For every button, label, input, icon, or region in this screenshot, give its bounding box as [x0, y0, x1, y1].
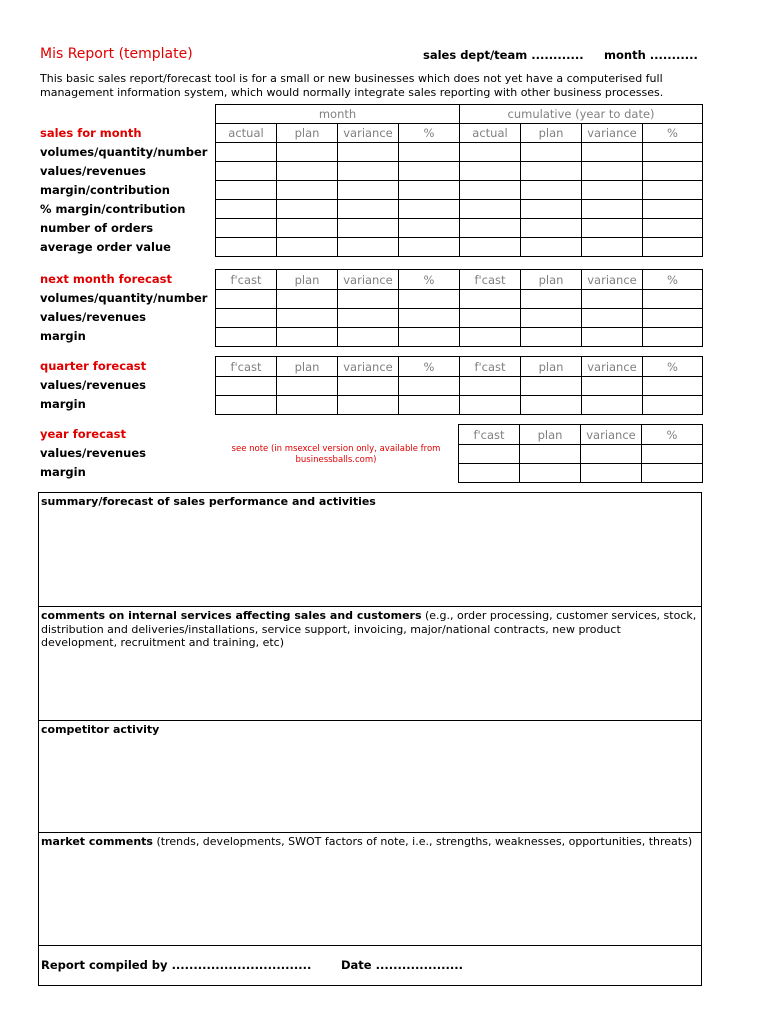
entry-cell[interactable] [277, 162, 338, 181]
entry-cell[interactable] [216, 200, 277, 219]
internal-text: (e.g., order processing, customer services, stock, distribution and deliveries/installations, service support, invoicing, major/national contracts, new product development, recruitment and training, etc) [41, 609, 697, 649]
col-header: % [643, 124, 703, 143]
entry-cell[interactable] [643, 377, 703, 396]
entry-cell[interactable] [216, 143, 277, 162]
entry-cell[interactable] [582, 200, 643, 219]
table-row [216, 328, 703, 347]
entry-cell[interactable] [338, 290, 399, 309]
col-header: % [643, 270, 703, 290]
col-header: variance [582, 357, 643, 377]
entry-cell[interactable] [643, 219, 703, 238]
section-title: next month forecast [40, 272, 172, 286]
col-header: plan [277, 270, 338, 290]
col-header: variance [338, 270, 399, 290]
entry-cell[interactable] [521, 328, 582, 347]
col-header: f'cast [216, 357, 277, 377]
entry-cell[interactable] [277, 143, 338, 162]
entry-rows [216, 143, 703, 257]
entry-cell[interactable] [216, 328, 277, 347]
month-field[interactable] [604, 48, 698, 62]
entry-cell[interactable] [643, 328, 703, 347]
row-label: margin [40, 329, 86, 343]
entry-cell[interactable] [521, 396, 582, 415]
entry-cell[interactable] [643, 290, 703, 309]
entry-cell[interactable] [399, 328, 460, 347]
year-labels [40, 425, 146, 482]
entry-cell[interactable] [642, 464, 703, 483]
col-header: plan [520, 425, 581, 445]
entry-cell[interactable] [643, 396, 703, 415]
table-row [216, 377, 703, 396]
entry-cell[interactable] [216, 309, 277, 328]
entry-cell[interactable] [338, 309, 399, 328]
col-header: variance [582, 270, 643, 290]
entry-cell[interactable] [338, 200, 399, 219]
table-row [216, 143, 703, 162]
col-header: % [642, 425, 703, 445]
entry-cell[interactable] [277, 328, 338, 347]
market-section[interactable] [39, 832, 701, 945]
compiled-dots: ................................ [171, 958, 312, 972]
entry-cell[interactable] [399, 377, 460, 396]
col-header: actual [216, 124, 277, 143]
entry-cell[interactable] [643, 181, 703, 200]
entry-cell[interactable] [582, 162, 643, 181]
table-row [459, 445, 703, 464]
entry-rows [459, 445, 703, 483]
date-label: Date [341, 958, 372, 972]
competitor-section[interactable] [39, 720, 701, 832]
entry-cell[interactable] [521, 200, 582, 219]
entry-cell[interactable] [460, 396, 521, 415]
col-header: f'cast [459, 425, 520, 445]
entry-cell[interactable] [277, 290, 338, 309]
entry-cell[interactable] [460, 238, 521, 257]
entry-cell[interactable] [216, 181, 277, 200]
footer-row [39, 945, 701, 986]
table-row [216, 290, 703, 309]
entry-cell[interactable] [582, 238, 643, 257]
entry-cell[interactable] [277, 238, 338, 257]
quarter-labels [40, 357, 146, 414]
entry-rows [216, 290, 703, 347]
entry-cell[interactable] [216, 219, 277, 238]
col-header: plan [277, 124, 338, 143]
table-row [216, 200, 703, 219]
entry-cell[interactable] [643, 309, 703, 328]
dept-dots: ............ [531, 48, 584, 62]
row-label: values/revenues [40, 446, 147, 460]
summary-section[interactable] [39, 493, 701, 607]
section-title: quarter forecast [40, 359, 147, 373]
col-header: plan [521, 270, 582, 290]
col-header: plan [277, 357, 338, 377]
col-header: % [399, 270, 460, 290]
competitor-title: competitor activity [41, 723, 160, 736]
entry-cell[interactable] [460, 328, 521, 347]
col-header: plan [521, 124, 582, 143]
entry-cell[interactable] [521, 143, 582, 162]
quarter-table [215, 356, 703, 415]
entry-cell[interactable] [643, 200, 703, 219]
row-label: volumes/quantity/number [40, 145, 208, 159]
month-label: month [604, 48, 646, 62]
dept-field[interactable] [423, 48, 584, 62]
entry-cell[interactable] [459, 464, 520, 483]
entry-cell[interactable] [521, 162, 582, 181]
entry-cell[interactable] [399, 309, 460, 328]
row-label: average order value [40, 240, 171, 254]
entry-cell[interactable] [521, 181, 582, 200]
comments-box [38, 492, 702, 986]
compiled-by-field[interactable] [41, 958, 311, 972]
entry-cell[interactable] [582, 219, 643, 238]
entry-cell[interactable] [216, 377, 277, 396]
col-header: % [399, 124, 460, 143]
table-row [216, 396, 703, 415]
col-header: % [643, 357, 703, 377]
market-title: market comments [41, 835, 153, 848]
section-title: sales for month [40, 126, 142, 140]
entry-cell[interactable] [643, 238, 703, 257]
entry-cell[interactable] [338, 181, 399, 200]
next-month-labels [40, 270, 207, 346]
col-header: % [399, 357, 460, 377]
entry-cell[interactable] [521, 238, 582, 257]
entry-cell[interactable] [520, 464, 581, 483]
entry-cell[interactable] [582, 377, 643, 396]
section-title: year forecast [40, 427, 127, 441]
entry-cell[interactable] [582, 143, 643, 162]
entry-cell[interactable] [460, 143, 521, 162]
next-month-table [215, 269, 703, 347]
table-row [216, 181, 703, 200]
dept-label: sales dept/team [423, 48, 528, 62]
table-row [216, 309, 703, 328]
entry-cell[interactable] [521, 219, 582, 238]
group-header-cumulative: cumulative (year to date) [460, 105, 703, 124]
entry-cell[interactable] [338, 162, 399, 181]
internal-title: comments on internal services affecting sales and customers [41, 609, 422, 622]
entry-cell[interactable] [338, 377, 399, 396]
month-dots: ........... [649, 48, 698, 62]
entry-cell[interactable] [277, 219, 338, 238]
entry-cell[interactable] [582, 328, 643, 347]
entry-cell[interactable] [460, 309, 521, 328]
entry-cell[interactable] [399, 181, 460, 200]
entry-cell[interactable] [581, 464, 642, 483]
entry-cell[interactable] [399, 290, 460, 309]
internal-services-section[interactable] [39, 606, 701, 720]
row-label: values/revenues [40, 164, 147, 178]
row-label: number of orders [40, 221, 154, 235]
entry-cell[interactable] [216, 396, 277, 415]
entry-cell[interactable] [277, 181, 338, 200]
table-row [216, 219, 703, 238]
row-label: values/revenues [40, 378, 147, 392]
entry-cell[interactable] [460, 377, 521, 396]
entry-cell[interactable] [338, 219, 399, 238]
table-row [459, 464, 703, 483]
entry-cell[interactable] [643, 162, 703, 181]
table-row [216, 162, 703, 181]
page-title: Mis Report (template) [40, 46, 193, 62]
entry-cell[interactable] [460, 290, 521, 309]
entry-cell[interactable] [216, 162, 277, 181]
entry-cell[interactable] [521, 290, 582, 309]
entry-cell[interactable] [216, 238, 277, 257]
entry-cell[interactable] [460, 181, 521, 200]
entry-cell[interactable] [338, 143, 399, 162]
entry-rows [216, 377, 703, 415]
col-header: variance [338, 357, 399, 377]
entry-cell[interactable] [642, 445, 703, 464]
entry-cell[interactable] [581, 445, 642, 464]
intro-text: This basic sales report/forecast tool is for a small or new businesses which does not yet have a computerised full management information system, which would normally integrate sales reporting with other business processes. [40, 72, 664, 99]
entry-cell[interactable] [399, 162, 460, 181]
compiled-label: Report compiled by [41, 958, 168, 972]
entry-cell[interactable] [582, 290, 643, 309]
col-header: variance [338, 124, 399, 143]
row-label: values/revenues [40, 310, 147, 324]
sales-for-month-labels [40, 124, 207, 257]
sales-for-month-table [215, 104, 703, 257]
entry-cell[interactable] [338, 238, 399, 257]
col-header: f'cast [460, 270, 521, 290]
entry-cell[interactable] [338, 328, 399, 347]
entry-cell[interactable] [277, 309, 338, 328]
market-text: (trends, developments, SWOT factors of note, i.e., strengths, weaknesses, opportunities, threats) [152, 835, 693, 848]
entry-cell[interactable] [582, 309, 643, 328]
entry-cell[interactable] [521, 309, 582, 328]
entry-cell[interactable] [399, 200, 460, 219]
col-header: f'cast [460, 357, 521, 377]
summary-title: summary/forecast of sales performance and activities [41, 495, 376, 508]
entry-cell[interactable] [277, 377, 338, 396]
entry-cell[interactable] [582, 396, 643, 415]
entry-cell[interactable] [521, 377, 582, 396]
entry-cell[interactable] [338, 396, 399, 415]
entry-cell[interactable] [277, 396, 338, 415]
entry-cell[interactable] [460, 162, 521, 181]
entry-cell[interactable] [459, 445, 520, 464]
row-label: margin [40, 465, 86, 479]
row-label: volumes/quantity/number [40, 291, 208, 305]
entry-cell[interactable] [399, 143, 460, 162]
group-header-month: month [216, 105, 460, 124]
date-field[interactable] [341, 959, 463, 973]
entry-cell[interactable] [277, 200, 338, 219]
entry-cell[interactable] [460, 219, 521, 238]
year-forecast-note: see note (in msexcel version only, available from businessballs.com) [231, 444, 441, 465]
col-header: variance [581, 425, 642, 445]
row-label: margin/contribution [40, 183, 170, 197]
col-header: variance [582, 124, 643, 143]
date-dots: .................... [375, 958, 463, 972]
col-header: plan [521, 357, 582, 377]
entry-cell[interactable] [643, 143, 703, 162]
year-table [458, 424, 703, 483]
table-row [216, 238, 703, 257]
entry-cell[interactable] [399, 238, 460, 257]
row-label: % margin/contribution [40, 202, 186, 216]
entry-cell[interactable] [520, 445, 581, 464]
row-label: margin [40, 397, 86, 411]
entry-cell[interactable] [460, 200, 521, 219]
col-header: f'cast [216, 270, 277, 290]
entry-cell[interactable] [399, 396, 460, 415]
entry-cell[interactable] [582, 181, 643, 200]
entry-cell[interactable] [399, 219, 460, 238]
entry-cell[interactable] [216, 290, 277, 309]
col-header: actual [460, 124, 521, 143]
